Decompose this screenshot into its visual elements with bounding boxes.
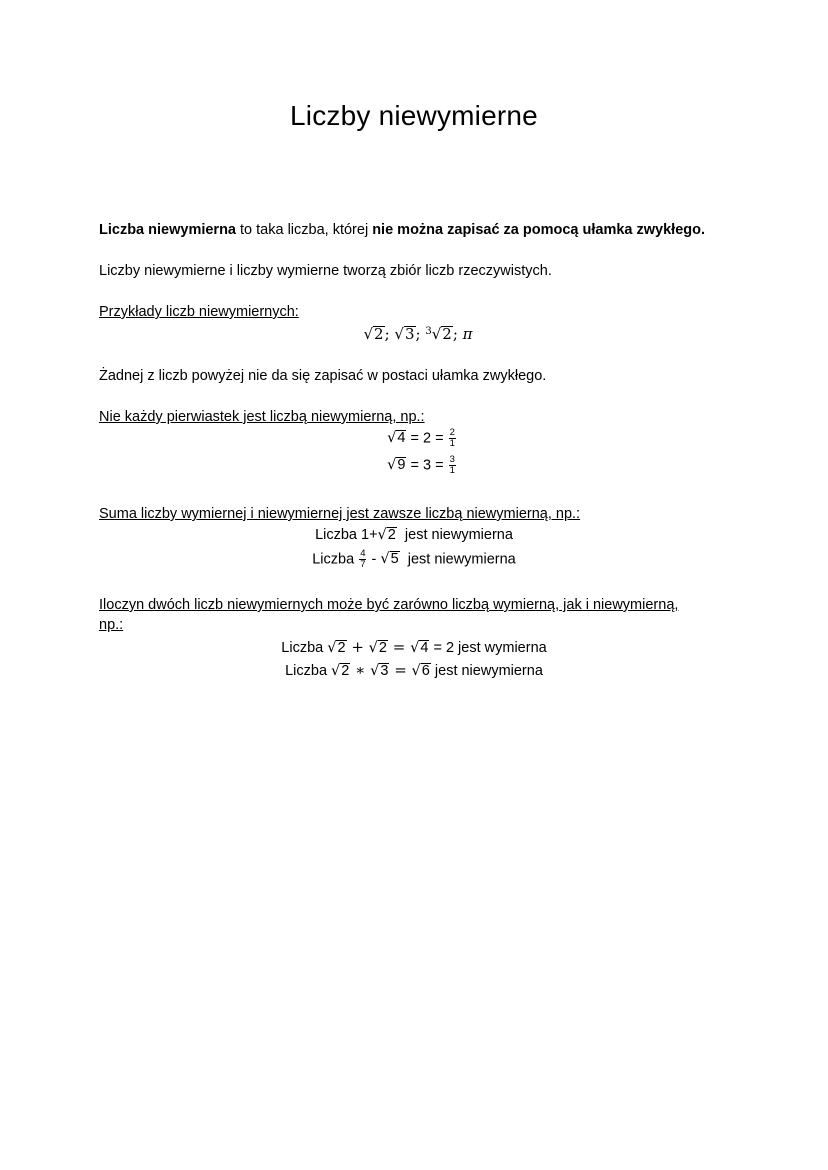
examples-formula: √2; √3; $^3$√2; π: [363, 325, 473, 343]
definition-paragraph: [99, 222, 705, 238]
sum-example-1: Liczba 1+√2 jest niewymierna: [315, 527, 513, 543]
product-heading-line1: Iloczyn dwóch liczb niewymiernych może być zarówno liczbą wymierną, jak i niewymierną,: [99, 597, 679, 613]
sqrt9-example: √9 = 3 = $\frac{3}{1}$: [387, 454, 455, 476]
definition-term: Liczba niewymierna: [99, 222, 236, 238]
sqrt-2: √2: [363, 325, 384, 343]
sqrt4-example: √4 = 2 = $\frac{2}{1}$: [387, 427, 455, 449]
cube-root-index: 3: [425, 326, 432, 337]
definition-middle: to taka liczba, której: [236, 222, 373, 238]
sqrt-3: √3: [394, 325, 415, 343]
sum-example-2: Liczba $\frac{4}{7}$ - √5 jest niewymierna: [312, 548, 516, 570]
pi-symbol: π: [462, 325, 473, 343]
real-numbers-paragraph: Liczby niewymierne i liczby wymierne tworzą zbiór liczb rzeczywistych.: [99, 263, 552, 279]
product-example-1: Liczba √2 + √2 = √4 = 2 jest wymierna: [281, 638, 547, 656]
page-title: Liczby niewymierne: [290, 100, 538, 131]
no-fraction-paragraph: Żadnej z liczb powyżej nie da się zapisać w postaci ułamka zwykłego.: [99, 368, 547, 384]
sum-heading: Suma liczby wymiernej i niewymiernej jest zawsze liczbą niewymierną, np.:: [99, 506, 581, 522]
examples-heading: Przykłady liczb niewymiernych:: [99, 304, 299, 320]
definition-emphasis: nie można zapisać za pomocą ułamka zwykłego.: [372, 222, 706, 238]
product-heading-line2: np.:: [99, 617, 124, 633]
product-example-2: Liczba √2 ∗ √3 = √6 jest niewymierna: [285, 661, 543, 679]
not-every-heading: Nie każdy pierwiastek jest liczbą niewymierną, np.:: [99, 409, 425, 425]
cube-root-2: √2: [431, 325, 452, 343]
